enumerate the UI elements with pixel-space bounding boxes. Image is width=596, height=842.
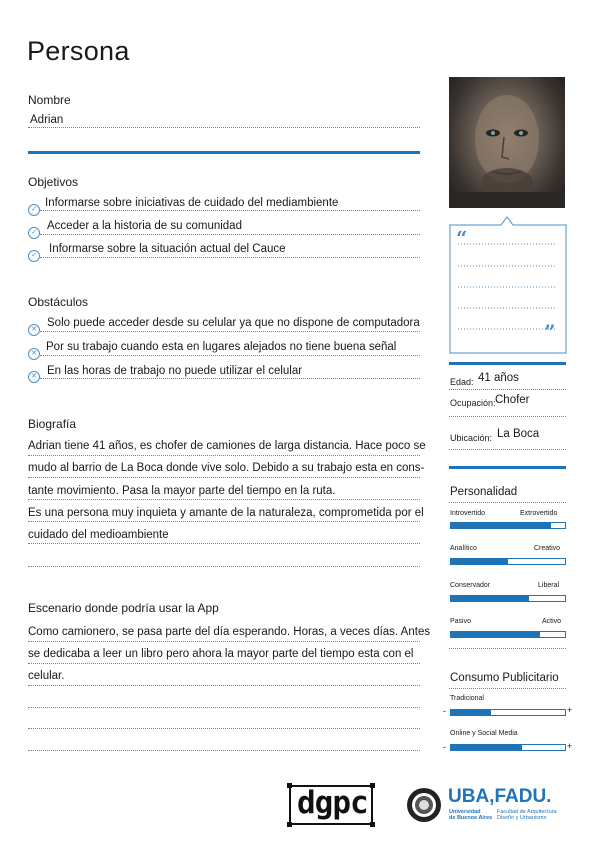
divider bbox=[28, 127, 420, 128]
divider bbox=[28, 750, 420, 751]
dgpc-text: dgpc bbox=[297, 785, 368, 821]
uba-text: UBA, bbox=[448, 786, 495, 807]
face-illustration bbox=[449, 77, 565, 208]
persona-photo bbox=[449, 77, 565, 208]
uba-subtitle bbox=[449, 809, 492, 821]
check-icon: ✓ bbox=[28, 204, 40, 216]
divider bbox=[449, 502, 566, 503]
divider bbox=[40, 257, 420, 258]
objetivo-item: Informarse sobre iniciativas de cuidado del mediambiente bbox=[45, 197, 339, 209]
section-rule bbox=[449, 362, 566, 365]
biografia-line: Es una persona muy inquieta y amante de la naturaleza, comprometida por el bbox=[28, 507, 424, 519]
trait-bar bbox=[450, 558, 566, 565]
personalidad-label: Personalidad bbox=[450, 486, 518, 498]
nombre-value: Adrian bbox=[30, 114, 64, 126]
trait-bar-fill bbox=[451, 596, 529, 601]
consumo-bar bbox=[450, 709, 566, 716]
escenario-line: se dedicaba a leer un libro pero ahora la mayor parte del tiempo esta con el bbox=[28, 648, 414, 660]
divider bbox=[28, 641, 420, 642]
divider bbox=[40, 355, 420, 356]
x-circle-icon: ✕ bbox=[28, 348, 40, 360]
trait-left-label: Introvertido bbox=[450, 510, 486, 517]
trait-right-label: Activo bbox=[542, 618, 562, 625]
objetivo-item: Informarse sobre la situación actual del Cauce bbox=[49, 243, 286, 255]
trait-bar bbox=[450, 631, 566, 638]
check-icon: ✓ bbox=[28, 227, 40, 239]
trait-right-label: Liberal bbox=[538, 582, 560, 589]
trait-bar bbox=[450, 522, 566, 529]
biografia-line: mudo al barrio de La Boca donde vive solo. Debido a su trabajo esta en cons- bbox=[28, 462, 425, 474]
edad-value: 41 años bbox=[478, 372, 519, 384]
page-title: Persona bbox=[27, 36, 130, 66]
objetivo-item: Acceder a la historia de su comunidad bbox=[47, 220, 242, 232]
divider bbox=[40, 331, 420, 332]
consumo-label: Consumo Publicitario bbox=[450, 672, 559, 684]
trait-bar-fill bbox=[451, 523, 551, 528]
consumo-bar bbox=[450, 744, 566, 751]
divider bbox=[28, 663, 420, 664]
divider bbox=[28, 477, 420, 478]
biografia-line: cuidado del medioambiente bbox=[28, 529, 169, 541]
close-quote-icon: ” bbox=[544, 320, 556, 344]
dgpc-logo bbox=[289, 785, 373, 825]
corner-mark bbox=[370, 783, 375, 788]
divider bbox=[449, 449, 566, 450]
obstaculo-item: Solo puede acceder desde su celular ya que no dispone de computadora bbox=[47, 317, 420, 329]
trait-left-label: Analítico bbox=[450, 545, 477, 552]
divider bbox=[449, 688, 566, 689]
divider bbox=[28, 499, 420, 500]
ocupacion-value: Chofer bbox=[495, 394, 530, 406]
ocupacion-label: Ocupación: bbox=[450, 398, 496, 408]
consumo-item-label: Tradicional bbox=[450, 695, 484, 702]
x-circle-icon: ✕ bbox=[28, 324, 40, 336]
trait-bar-fill bbox=[451, 559, 508, 564]
fadu-subtitle bbox=[497, 809, 557, 821]
divider bbox=[28, 543, 420, 544]
minus-icon: - bbox=[443, 742, 446, 752]
divider bbox=[28, 728, 420, 729]
obstaculos-label: Obstáculos bbox=[28, 295, 89, 309]
fadu-text: FADU. bbox=[494, 786, 552, 807]
section-rule bbox=[28, 151, 420, 154]
open-quote-icon: “ bbox=[456, 226, 468, 250]
consumo-bar-fill bbox=[451, 745, 522, 750]
edad-label: Edad: bbox=[450, 377, 474, 387]
minus-icon: - bbox=[443, 706, 446, 716]
escenario-label: Escenario donde podría usar la App bbox=[28, 601, 219, 615]
uba-logo-text bbox=[448, 786, 551, 808]
divider bbox=[28, 521, 420, 522]
divider bbox=[449, 416, 566, 417]
trait-left-label: Conservador bbox=[450, 582, 491, 589]
trait-bar bbox=[450, 595, 566, 602]
corner-mark bbox=[370, 822, 375, 827]
biografia-line: Adrian tiene 41 años, es chofer de camiones de larga distancia. Hace poco se bbox=[28, 440, 426, 452]
fadu-subtitle-line: Diseño y Urbanismo bbox=[497, 815, 547, 821]
ubicacion-value: La Boca bbox=[497, 428, 540, 440]
consumo-item-label: Online y Social Media bbox=[450, 730, 518, 737]
trait-bar-fill bbox=[451, 632, 540, 637]
plus-icon: + bbox=[567, 705, 573, 715]
check-icon: ✓ bbox=[28, 250, 40, 262]
obstaculo-item: Por su trabajo cuando esta en lugares alejados no tiene buena señal bbox=[46, 341, 397, 353]
escenario-line: celular. bbox=[28, 670, 65, 682]
uba-seal-icon bbox=[406, 787, 442, 823]
uba-subtitle-line: Universidad bbox=[449, 809, 481, 815]
fadu-subtitle-line: Facultad de Arquitectura bbox=[497, 809, 557, 815]
trait-right-label: Extrovertido bbox=[520, 510, 558, 517]
consumo-bar-fill bbox=[451, 710, 491, 715]
divider bbox=[28, 566, 420, 567]
objetivos-label: Objetivos bbox=[28, 175, 79, 189]
divider bbox=[449, 648, 566, 649]
divider bbox=[40, 210, 420, 211]
trait-left-label: Pasivo bbox=[450, 618, 472, 625]
biografia-label: Biografía bbox=[28, 417, 77, 431]
divider bbox=[40, 378, 420, 379]
biografia-line: tante movimiento. Pasa la mayor parte del tiempo en la ruta. bbox=[28, 485, 336, 497]
plus-icon: + bbox=[567, 741, 573, 751]
trait-right-label: Creativo bbox=[534, 545, 561, 552]
nombre-label: Nombre bbox=[28, 93, 71, 107]
escenario-line: Como camionero, se pasa parte del día esperando. Horas, a veces días. Antes bbox=[28, 626, 431, 638]
divider bbox=[40, 234, 420, 235]
divider bbox=[28, 707, 420, 708]
section-rule bbox=[449, 466, 566, 469]
obstaculo-item: En las horas de trabajo no puede utilizar el celular bbox=[47, 365, 303, 377]
divider bbox=[28, 685, 420, 686]
divider bbox=[449, 389, 566, 390]
corner-mark bbox=[287, 822, 292, 827]
uba-subtitle-line: de Buenos Aires bbox=[449, 815, 493, 821]
ubicacion-label: Ubicación: bbox=[450, 433, 493, 443]
x-circle-icon: ✕ bbox=[28, 371, 40, 383]
divider bbox=[28, 455, 420, 456]
corner-mark bbox=[287, 783, 292, 788]
